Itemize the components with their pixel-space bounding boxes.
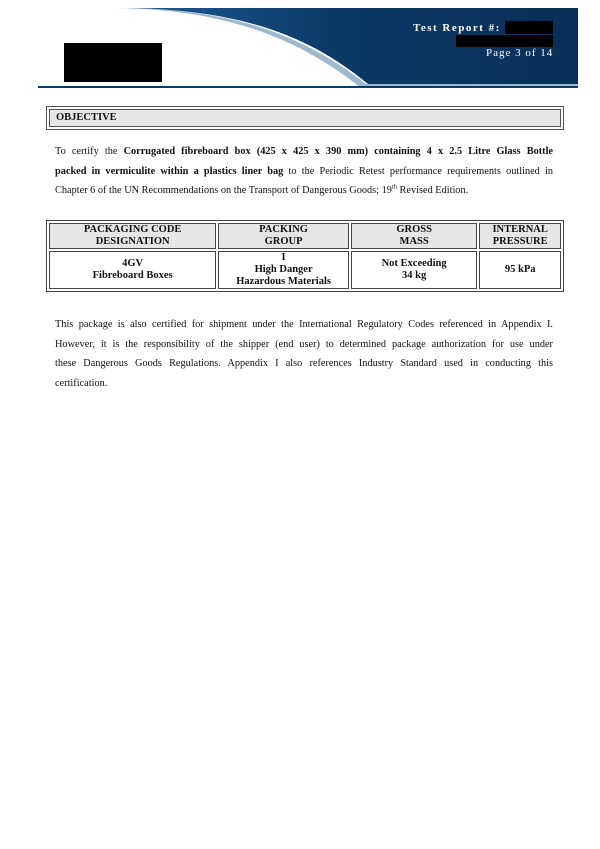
- objective-text: Revised Edition.: [396, 185, 469, 196]
- cell-internal-pressure: 95 kPa: [479, 251, 561, 289]
- objective-heading: OBJECTIVE: [49, 109, 561, 127]
- header-packaging-code: PACKAGING CODE DESIGNATION: [49, 223, 216, 249]
- certification-line-1: This package is also certified for shipment under the International Regulatory Codes referenced in Appendix I.: [55, 319, 553, 330]
- report-number-redaction: [505, 21, 553, 34]
- edition-superscript: th: [391, 183, 397, 191]
- certification-line-3: these Dangerous Goods Regulations. Appendix I also references Industry Standard used in conducting this: [55, 358, 553, 369]
- report-number-label: Test Report #:: [413, 22, 501, 34]
- objective-line-2: [55, 162, 553, 182]
- objective-paragraph: [55, 142, 553, 201]
- certification-line-4: certification.: [55, 377, 108, 389]
- objective-line-3: [55, 181, 553, 201]
- packaging-spec-table: [46, 220, 564, 292]
- cell-packing-group: I High Danger Hazardous Materials: [218, 251, 349, 289]
- objective-text: Chapter 6 of the UN Recommendations on the Transport of Dangerous Goods; 19: [55, 185, 392, 196]
- certification-paragraph: [55, 315, 553, 393]
- objective-text: To certify the: [55, 146, 124, 157]
- cell-gross-mass: Not Exceeding 34 kg: [351, 251, 478, 289]
- objective-heading-box: [46, 106, 564, 130]
- page-number: Page 3 of 14: [486, 47, 554, 59]
- certification-line-2: However, it is the responsibility of the shipper (end user) to determined package authorization for use under: [55, 338, 553, 350]
- header-internal-pressure: INTERNAL PRESSURE: [479, 223, 561, 249]
- packing-method: packed in vermiculite within a plastics liner bag: [55, 165, 284, 177]
- cell-packaging-code: 4GV Fibreboard Boxes: [49, 251, 216, 289]
- packaging-description: Corrugated fibreboard box (425 x 425 x 390 mm) containing 4 x 2.5 Litre Glass Bottle: [123, 146, 554, 157]
- report-id-redaction: [456, 35, 553, 47]
- objective-text: to the Periodic Retest performance requirements outlined in: [283, 165, 554, 177]
- objective-line-1: [55, 142, 553, 162]
- logo-redaction: [64, 43, 162, 82]
- header-packing-group: PACKING GROUP: [218, 223, 349, 249]
- table-header-row: [49, 223, 561, 249]
- header-gross-mass: GROSS MASS: [351, 223, 478, 249]
- table-row: [49, 251, 561, 289]
